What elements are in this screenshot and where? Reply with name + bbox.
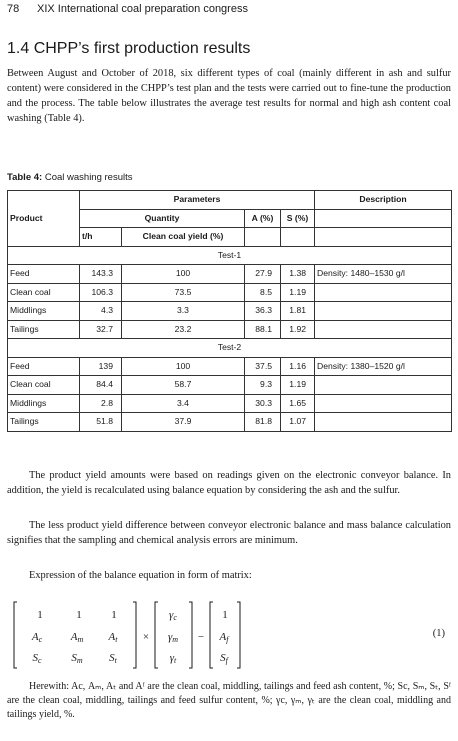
cell-sulfur: 1.38 xyxy=(281,265,315,284)
paragraph-expression: Expression of the balance equation in form of matrix: xyxy=(29,570,252,581)
coal-washing-table xyxy=(7,190,452,432)
cell-description xyxy=(315,394,452,413)
header-parameters: Parameters xyxy=(80,191,315,210)
table-group-row xyxy=(8,339,452,358)
section-title: 1.4 CHPP’s first production results xyxy=(7,40,251,57)
cell-product: Middlings xyxy=(8,302,80,321)
header-yield: Clean coal yield (%) xyxy=(122,228,245,247)
group-label: Test-2 xyxy=(8,339,452,358)
cell-th: 4.3 xyxy=(80,302,122,321)
gamma-m: γm xyxy=(167,631,179,644)
cell-th: 139 xyxy=(80,357,122,376)
cell-yield: 58.7 xyxy=(122,376,245,395)
table-row xyxy=(8,357,452,376)
cell-product: Feed xyxy=(8,265,80,284)
running-header xyxy=(7,3,248,15)
cell-yield: 100 xyxy=(122,265,245,284)
table-row xyxy=(8,265,452,284)
gamma-c: γc xyxy=(169,609,177,622)
page-number: 78 xyxy=(7,3,20,15)
paragraph-errors: The less product yield difference between conveyor electronic balance and mass balance calculation signifies that the sampling and chemical analysis errors are minimum. xyxy=(7,520,451,546)
running-title: XIX International coal preparation congress xyxy=(37,3,248,15)
cell-yield: 3.4 xyxy=(122,394,245,413)
cell-description: Density: 1380–1520 g/l xyxy=(315,357,452,376)
cell-ash: 8.5 xyxy=(245,283,281,302)
m-r1c1: 1 xyxy=(37,609,43,621)
cell-product: Clean coal xyxy=(8,376,80,395)
cell-product: Tailings xyxy=(8,413,80,432)
cell-yield: 100 xyxy=(122,357,245,376)
m-r1c2: 1 xyxy=(76,609,82,621)
cell-sulfur: 1.07 xyxy=(281,413,315,432)
cell-description xyxy=(315,376,452,395)
cell-product: Middlings xyxy=(8,394,80,413)
cell-th: 143.3 xyxy=(80,265,122,284)
cell-sulfur: 1.65 xyxy=(281,394,315,413)
cell-sulfur: 1.19 xyxy=(281,376,315,395)
cell-sulfur: 1.16 xyxy=(281,357,315,376)
times-sign: × xyxy=(142,631,150,643)
cell-description xyxy=(315,302,452,321)
table-group-row xyxy=(8,246,452,265)
m-r2c2: Am xyxy=(70,631,84,644)
cell-ash: 81.8 xyxy=(245,413,281,432)
table-row xyxy=(8,394,452,413)
table-body xyxy=(8,246,452,431)
cell-th: 51.8 xyxy=(80,413,122,432)
cell-th: 32.7 xyxy=(80,320,122,339)
gamma-t: γt xyxy=(169,652,177,665)
cell-yield: 23.2 xyxy=(122,320,245,339)
m-r1c3: 1 xyxy=(111,609,117,621)
cell-sulfur: 1.92 xyxy=(281,320,315,339)
paragraph-yield: The product yield amounts were based on readings given on the electronic conveyor balance. In addition, the yield is recalculated using balance equation by considering the ash and the sulfur. xyxy=(7,470,451,496)
m-r2c1: Ac xyxy=(31,631,43,644)
cell-product: Tailings xyxy=(8,320,80,339)
cell-yield: 73.5 xyxy=(122,283,245,302)
cell-ash: 9.3 xyxy=(245,376,281,395)
header-sulfur: S (%) xyxy=(281,209,315,228)
cell-description xyxy=(315,413,452,432)
m-r3c1: Sc xyxy=(32,652,42,665)
cell-description xyxy=(315,320,452,339)
table-row xyxy=(8,376,452,395)
equation-graphic xyxy=(7,598,451,672)
m-r2c3: At xyxy=(108,631,118,644)
m-r3c3: St xyxy=(109,652,117,665)
balance-equation xyxy=(7,598,451,672)
cell-ash: 27.9 xyxy=(245,265,281,284)
rhs-sf: Sf xyxy=(220,652,228,665)
cell-description: Density: 1480–1530 g/l xyxy=(315,265,452,284)
cell-ash: 37.5 xyxy=(245,357,281,376)
m-r3c2: Sm xyxy=(71,652,83,665)
cell-yield: 3.3 xyxy=(122,302,245,321)
paragraph-herewith: Herewith: Aс, Aₘ, Aₜ and Aᶠ are the clean coal, middling, tailings and feed ash content, %; Sс, Sₘ, Sₜ, Sᶠ are the clean coal, middling, tailings and feed sulfur content, %; γс, γₘ, γₜ are the clean coal, middling and tailings yield, %. xyxy=(7,681,451,720)
group-label: Test-1 xyxy=(8,246,452,265)
table-row xyxy=(8,302,452,321)
rhs-1: 1 xyxy=(222,609,228,621)
header-quantity: Quantity xyxy=(80,209,245,228)
cell-yield: 37.9 xyxy=(122,413,245,432)
header-empty xyxy=(245,228,281,247)
cell-ash: 36.3 xyxy=(245,302,281,321)
cell-ash: 88.1 xyxy=(245,320,281,339)
cell-sulfur: 1.19 xyxy=(281,283,315,302)
header-description: Description xyxy=(315,191,452,210)
cell-th: 84.4 xyxy=(80,376,122,395)
header-th: t/h xyxy=(80,228,122,247)
cell-product: Clean coal xyxy=(8,283,80,302)
table-row xyxy=(8,320,452,339)
cell-th: 2.8 xyxy=(80,394,122,413)
table-row xyxy=(8,413,452,432)
equation-number: (1) xyxy=(432,628,445,639)
rhs-af: Af xyxy=(219,631,229,644)
table-caption xyxy=(7,172,133,183)
table-header-row-1 xyxy=(8,191,452,210)
header-ash: A (%) xyxy=(245,209,281,228)
cell-th: 106.3 xyxy=(80,283,122,302)
paragraph-intro: Between August and October of 2018, six different types of coal (mainly different in ash and sulfur content) were considered in the CHPP’s test plan and the tests were carried out to fine-tune the production and the process. The table below illustrates the average test results for normal and high ash content coal washing (Table 4). xyxy=(7,68,451,124)
cell-product: Feed xyxy=(8,357,80,376)
cell-description xyxy=(315,283,452,302)
header-product: Product xyxy=(8,191,80,247)
cell-sulfur: 1.81 xyxy=(281,302,315,321)
table-caption-text: Coal washing results xyxy=(42,172,133,183)
header-empty xyxy=(315,209,452,228)
table-caption-label: Table 4: xyxy=(7,172,43,183)
cell-ash: 30.3 xyxy=(245,394,281,413)
minus-sign: − xyxy=(197,631,205,643)
table-row xyxy=(8,283,452,302)
header-empty xyxy=(315,228,452,247)
header-empty xyxy=(281,228,315,247)
